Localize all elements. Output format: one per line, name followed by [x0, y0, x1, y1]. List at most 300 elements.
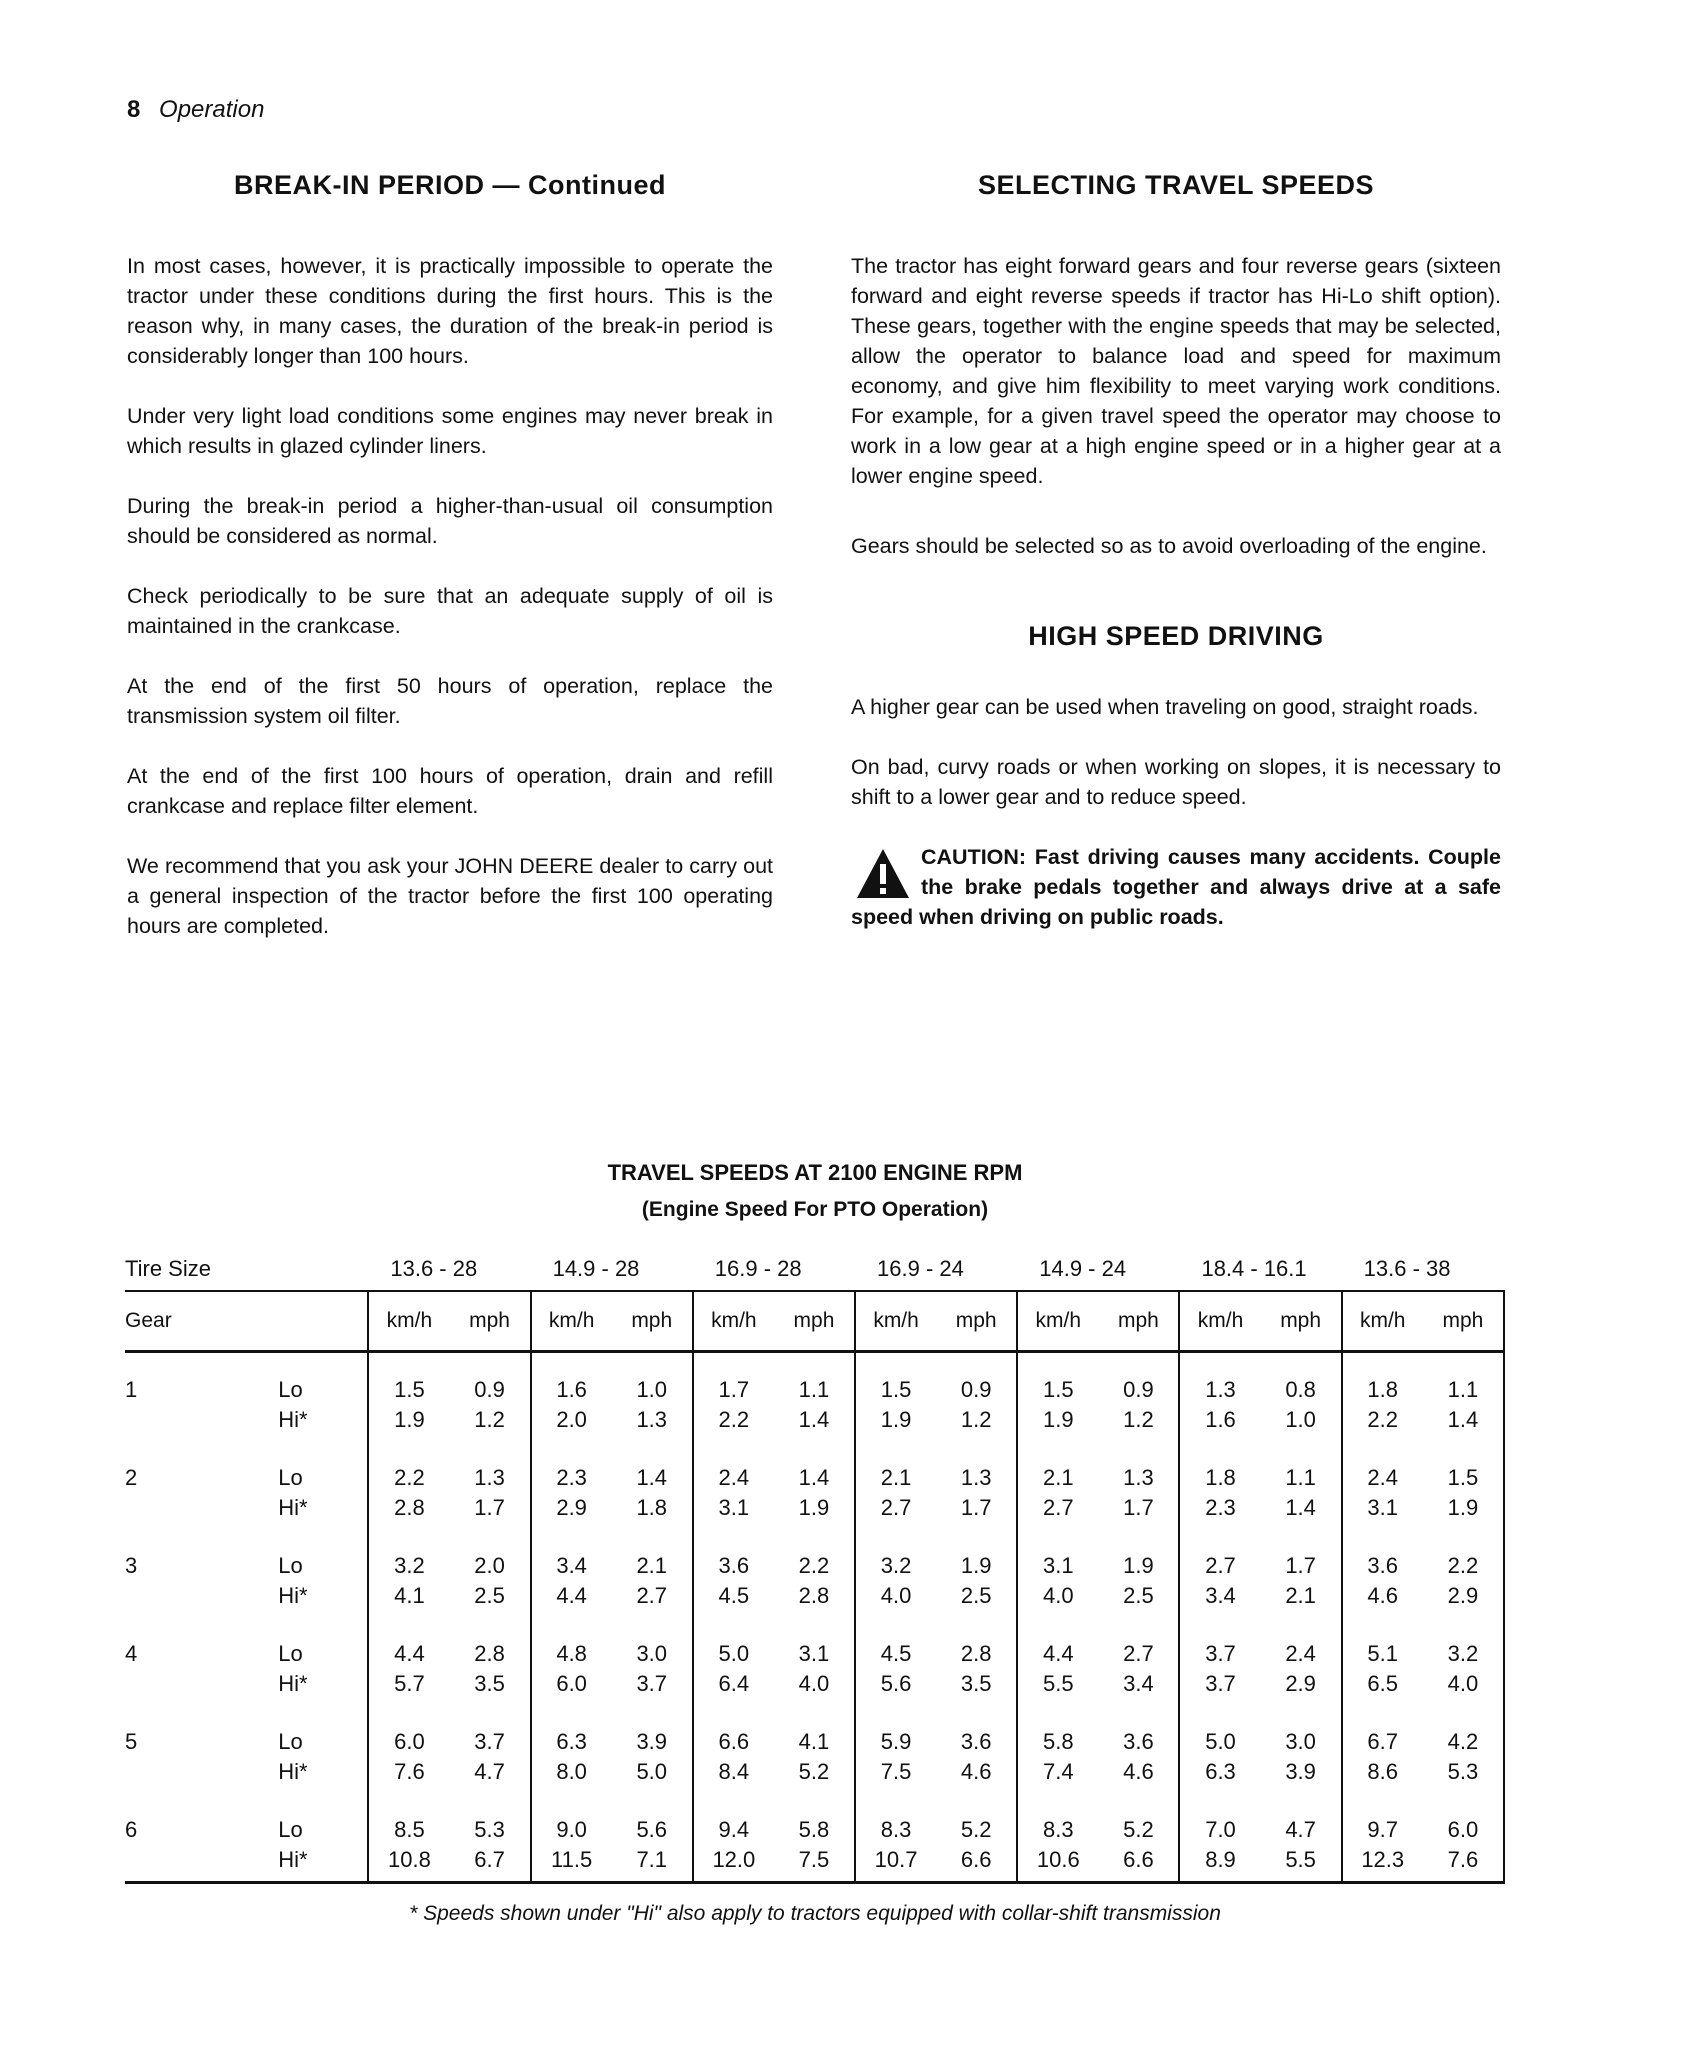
spacer-cell	[1342, 1699, 1423, 1727]
left-column	[127, 170, 773, 971]
speed-mph-cell: 5.2	[1123, 1817, 1154, 1842]
row-spacer	[125, 1435, 1504, 1463]
speed-mph-cell: 1.9	[1123, 1553, 1154, 1578]
tire-size: 18.4 - 16.1	[1201, 1256, 1307, 1281]
speed-kmh-cell: 2.2	[368, 1463, 449, 1493]
speed-kmh-cell: 3.6	[693, 1551, 774, 1581]
spacer-cell	[1423, 1611, 1504, 1639]
gear-range: Hi*	[278, 1759, 308, 1784]
speed-mph-cell: 2.8	[474, 1641, 505, 1666]
spacer-cell	[1017, 1435, 1098, 1463]
speed-kmh-cell: 9.0	[531, 1815, 612, 1845]
tire-size: 13.6 - 28	[390, 1256, 478, 1281]
section-title: Operation	[159, 96, 265, 123]
travel-speed-table	[125, 1248, 1505, 1884]
travel-speed-table-section	[125, 1160, 1505, 1926]
speed-kmh-cell: 2.2	[1342, 1405, 1423, 1435]
speed-mph-cell: 5.6	[636, 1817, 668, 1842]
speed-kmh-cell: 2.1	[1017, 1463, 1098, 1493]
paragraph: A higher gear can be used when traveling on good, straight roads.	[851, 695, 1479, 719]
spacer-cell	[612, 1787, 693, 1815]
spacer-cell	[125, 1699, 216, 1727]
spacer-cell	[693, 1699, 774, 1727]
table-row	[125, 1375, 1504, 1405]
spacer-cell	[936, 1699, 1017, 1727]
spacer-cell	[216, 1699, 368, 1727]
speed-kmh-cell: 4.8	[531, 1639, 612, 1669]
speed-kmh-cell: 9.7	[1342, 1815, 1423, 1845]
spacer-cell	[216, 1611, 368, 1639]
speed-kmh-cell: 7.0	[1179, 1815, 1260, 1845]
spacer-cell	[1017, 1787, 1098, 1815]
speed-mph-cell: 4.0	[798, 1671, 830, 1696]
speed-kmh-cell: 8.5	[368, 1815, 449, 1845]
speed-mph-cell: 1.8	[636, 1495, 668, 1520]
gear-number: 6	[125, 1817, 138, 1842]
spacer-cell	[774, 1787, 855, 1815]
gear-number	[125, 1581, 216, 1611]
speed-kmh-cell: 3.4	[1179, 1581, 1260, 1611]
speed-kmh-cell: 3.6	[1342, 1551, 1423, 1581]
spacer-cell	[1179, 1699, 1260, 1727]
tire-size-row	[125, 1248, 1504, 1291]
spacer-cell	[1423, 1523, 1504, 1551]
speed-mph-cell: 6.7	[449, 1845, 530, 1883]
speed-kmh-cell: 6.6	[693, 1727, 774, 1757]
speed-kmh-cell: 6.4	[693, 1669, 774, 1699]
speed-kmh-cell: 4.4	[531, 1581, 612, 1611]
spacer-cell	[125, 1787, 216, 1815]
speed-mph-cell: 5.3	[1423, 1757, 1504, 1787]
spacer-cell	[216, 1787, 368, 1815]
spacer-cell	[936, 1787, 1017, 1815]
speed-kmh-cell: 2.4	[693, 1463, 774, 1493]
spacer-cell	[1261, 1523, 1342, 1551]
speed-kmh-cell: 3.7	[1179, 1639, 1260, 1669]
unit-kmh: km/h	[1017, 1291, 1098, 1352]
speed-kmh-cell: 5.6	[855, 1669, 936, 1699]
tire-size: 14.9 - 24	[1039, 1256, 1127, 1281]
speed-kmh-cell: 1.5	[368, 1375, 449, 1405]
speed-mph-cell: 4.2	[1423, 1727, 1504, 1757]
speed-kmh-cell: 2.3	[531, 1463, 612, 1493]
spacer-cell	[449, 1611, 530, 1639]
speed-mph-cell: 2.7	[1123, 1641, 1154, 1666]
speed-mph-cell: 1.2	[474, 1407, 505, 1432]
speed-kmh-cell: 1.6	[1179, 1405, 1260, 1435]
speed-mph-cell: 7.6	[1423, 1845, 1504, 1883]
speed-mph-cell: 3.6	[1123, 1729, 1154, 1754]
unit-mph: mph	[1423, 1291, 1504, 1352]
speed-kmh-cell: 2.1	[855, 1463, 936, 1493]
spacer-cell	[368, 1523, 449, 1551]
speed-kmh-cell: 6.3	[1179, 1757, 1260, 1787]
speed-mph-cell: 5.8	[798, 1817, 830, 1842]
table-row	[125, 1551, 1504, 1581]
table-row	[125, 1493, 1504, 1523]
speed-kmh-cell: 5.9	[855, 1727, 936, 1757]
speed-kmh-cell: 8.4	[693, 1757, 774, 1787]
gear-range: Hi*	[278, 1495, 308, 1520]
speed-mph-cell: 4.6	[960, 1759, 992, 1784]
spacer-cell	[449, 1523, 530, 1551]
speed-mph-cell: 5.0	[636, 1759, 668, 1784]
gear-number	[125, 1757, 216, 1787]
speed-kmh-cell: 6.3	[531, 1727, 612, 1757]
gear-number: 3	[125, 1553, 138, 1578]
travel-speeds-heading: SELECTING TRAVEL SPEEDS	[977, 170, 1375, 200]
paragraph: In most cases, however, it is practically impossible to operate the tractor under these conditions during the first hours. This is the reason why, in many cases, the duration of the break-in period is considerably longer than 100 hours.	[127, 254, 773, 368]
footnote: * Speeds shown under "Hi" also apply to tractors equipped with collar-shift transmission	[409, 1902, 1221, 1925]
spacer-cell	[531, 1435, 612, 1463]
gear-number: 4	[125, 1641, 138, 1666]
speed-mph-cell: 2.5	[474, 1583, 505, 1608]
spacer-cell	[774, 1352, 855, 1376]
spacer-cell	[612, 1699, 693, 1727]
speed-mph-cell: 7.1	[612, 1845, 693, 1883]
spacer-cell	[855, 1435, 936, 1463]
spacer-cell	[125, 1435, 216, 1463]
speed-mph-cell: 3.6	[960, 1729, 992, 1754]
speed-kmh-cell: 2.2	[693, 1405, 774, 1435]
speed-mph-cell: 0.9	[960, 1377, 992, 1402]
spacer-cell	[693, 1611, 774, 1639]
speed-kmh-cell: 10.8	[368, 1845, 449, 1883]
right-column	[851, 170, 1501, 932]
speed-mph-cell: 3.1	[798, 1641, 830, 1666]
spacer-cell	[774, 1611, 855, 1639]
speed-kmh-cell: 3.1	[1017, 1551, 1098, 1581]
spacer-cell	[693, 1352, 774, 1376]
table-row	[125, 1757, 1504, 1787]
gear-range: Lo	[278, 1729, 303, 1754]
speed-kmh-cell: 5.1	[1342, 1639, 1423, 1669]
speed-mph-cell: 2.5	[1123, 1583, 1154, 1608]
spacer-cell	[125, 1523, 216, 1551]
spacer-cell	[1342, 1352, 1423, 1376]
speed-mph-cell: 2.1	[1285, 1583, 1316, 1608]
spacer-cell	[1179, 1611, 1260, 1639]
unit-mph: mph	[774, 1291, 855, 1352]
speed-kmh-cell: 6.0	[531, 1669, 612, 1699]
speed-kmh-cell: 7.5	[855, 1757, 936, 1787]
speed-mph-cell: 3.4	[1123, 1671, 1154, 1696]
speed-kmh-cell: 8.6	[1342, 1757, 1423, 1787]
speed-kmh-cell: 1.7	[693, 1375, 774, 1405]
tire-size: 16.9 - 24	[877, 1256, 964, 1281]
table-title: TRAVEL SPEEDS AT 2100 ENGINE RPM	[607, 1160, 1023, 1185]
spacer-cell	[855, 1523, 936, 1551]
unit-kmh: km/h	[531, 1291, 612, 1352]
unit-kmh: km/h	[1342, 1291, 1423, 1352]
speed-kmh-cell: 4.4	[368, 1639, 449, 1669]
gear-number: 5	[125, 1729, 138, 1754]
unit-kmh: km/h	[368, 1291, 449, 1352]
gear-range: Lo	[278, 1553, 303, 1578]
speed-mph-cell: 2.5	[960, 1583, 992, 1608]
row-spacer	[125, 1523, 1504, 1551]
spacer-cell	[531, 1787, 612, 1815]
spacer-cell	[855, 1352, 936, 1376]
speed-mph-cell: 2.0	[474, 1553, 505, 1578]
row-spacer	[125, 1699, 1504, 1727]
speed-mph-cell: 3.9	[636, 1729, 668, 1754]
spacer-cell	[368, 1699, 449, 1727]
speed-kmh-cell: 8.3	[1017, 1815, 1098, 1845]
speed-kmh-cell: 10.6	[1017, 1845, 1098, 1883]
speed-mph-cell: 1.0	[1285, 1407, 1316, 1432]
spacer-cell	[1342, 1787, 1423, 1815]
spacer-cell	[774, 1699, 855, 1727]
gear-range: Lo	[278, 1377, 303, 1402]
speed-kmh-cell: 5.7	[368, 1669, 449, 1699]
speed-kmh-cell: 1.9	[855, 1405, 936, 1435]
speed-mph-cell: 5.3	[474, 1817, 505, 1842]
unit-kmh: km/h	[693, 1291, 774, 1352]
row-spacer	[125, 1611, 1504, 1639]
spacer-cell	[449, 1699, 530, 1727]
speed-mph-cell: 1.1	[798, 1377, 830, 1402]
speed-mph-cell: 3.9	[1285, 1759, 1316, 1784]
paragraph: We recommend that you ask your JOHN DEERE dealer to carry out a general inspection of the tractor before the first 100 operating hours are completed.	[127, 854, 773, 938]
speed-kmh-cell: 6.5	[1342, 1669, 1423, 1699]
spacer-cell	[1179, 1352, 1260, 1376]
page-header	[127, 96, 264, 124]
unit-mph: mph	[612, 1291, 693, 1352]
paragraph: The tractor has eight forward gears and four reverse gears (sixteen forward and eight reverse speeds if tractor has Hi-Lo shift option). These gears, together with the engine speeds that may be selected, allow the operator to balance load and speed for maximum economy, and give him flexibility to meet varying work conditions. For example, for a given travel speed the operator may choose to work in a low gear at a high engine speed or in a higher gear at a lower engine speed.	[851, 254, 1501, 488]
speed-kmh-cell: 7.6	[368, 1757, 449, 1787]
spacer-cell	[1098, 1523, 1179, 1551]
spacer-cell	[1261, 1352, 1342, 1376]
spacer-cell	[774, 1523, 855, 1551]
speed-mph-cell: 0.8	[1285, 1377, 1316, 1402]
table-subtitle: (Engine Speed For PTO Operation)	[641, 1198, 989, 1221]
spacer-cell	[531, 1699, 612, 1727]
speed-kmh-cell: 7.4	[1017, 1757, 1098, 1787]
spacer-cell	[855, 1787, 936, 1815]
speed-kmh-cell: 3.1	[693, 1493, 774, 1523]
speed-mph-cell: 1.4	[798, 1465, 830, 1490]
speed-kmh-cell: 5.8	[1017, 1727, 1098, 1757]
spacer-cell	[936, 1611, 1017, 1639]
speed-mph-cell: 3.0	[1285, 1729, 1316, 1754]
gear-header: Gear	[125, 1291, 368, 1352]
speed-mph-cell: 1.0	[636, 1377, 668, 1402]
paragraph: During the break-in period a higher-than-usual oil consumption should be considered as normal.	[127, 494, 773, 548]
speed-mph-cell: 2.8	[798, 1583, 830, 1608]
paragraph: At the end of the first 50 hours of operation, replace the transmission system oil filter.	[127, 674, 773, 728]
spacer-cell	[855, 1699, 936, 1727]
speed-mph-cell: 2.2	[1423, 1551, 1504, 1581]
spacer-cell	[1423, 1787, 1504, 1815]
speed-kmh-cell: 2.9	[531, 1493, 612, 1523]
gear-number	[125, 1669, 216, 1699]
unit-mph: mph	[449, 1291, 530, 1352]
gear-number: 2	[125, 1465, 138, 1490]
speed-mph-cell: 4.7	[474, 1759, 505, 1784]
speed-kmh-cell: 10.7	[855, 1845, 936, 1883]
caution-text: CAUTION: Fast driving causes many accidents. Couple the brake pedals together and always drive at a safe speed when driving on public roads.	[851, 845, 1501, 929]
speed-table-body	[125, 1352, 1504, 1883]
unit-mph: mph	[1261, 1291, 1342, 1352]
speed-kmh-cell: 4.0	[1017, 1581, 1098, 1611]
spacer-cell	[612, 1523, 693, 1551]
speed-mph-cell: 2.7	[636, 1583, 668, 1608]
spacer-cell	[612, 1352, 693, 1376]
speed-kmh-cell: 2.8	[368, 1493, 449, 1523]
speed-kmh-cell: 4.1	[368, 1581, 449, 1611]
speed-kmh-cell: 4.6	[1342, 1581, 1423, 1611]
speed-mph-cell: 5.5	[1261, 1845, 1342, 1883]
speed-kmh-cell: 3.7	[1179, 1669, 1260, 1699]
spacer-cell	[1423, 1435, 1504, 1463]
spacer-cell	[1098, 1435, 1179, 1463]
speed-kmh-cell: 2.3	[1179, 1493, 1260, 1523]
spacer-cell	[693, 1523, 774, 1551]
speed-mph-cell: 1.3	[636, 1407, 668, 1432]
speed-mph-cell: 2.9	[1423, 1581, 1504, 1611]
speed-mph-cell: 2.2	[798, 1553, 830, 1578]
spacer-cell	[1017, 1699, 1098, 1727]
speed-kmh-cell: 8.3	[855, 1815, 936, 1845]
speed-mph-cell: 1.4	[636, 1465, 668, 1490]
speed-kmh-cell: 6.0	[368, 1727, 449, 1757]
speed-kmh-cell: 12.0	[693, 1845, 774, 1883]
spacer-cell	[449, 1435, 530, 1463]
speed-mph-cell: 1.7	[960, 1495, 992, 1520]
spacer-cell	[1017, 1611, 1098, 1639]
spacer-cell	[1179, 1435, 1260, 1463]
gear-number	[125, 1493, 216, 1523]
paragraph: Under very light load conditions some engines may never break in which results in glazed cylinder liners.	[127, 404, 773, 458]
tire-size: 16.9 - 28	[714, 1256, 802, 1281]
speed-kmh-cell: 1.8	[1342, 1375, 1423, 1405]
caution-notice	[851, 842, 1501, 932]
speed-mph-cell: 1.3	[1123, 1465, 1154, 1490]
speed-mph-cell: 1.1	[1285, 1465, 1316, 1490]
gear-range: Lo	[278, 1641, 303, 1666]
speed-mph-cell: 1.7	[474, 1495, 505, 1520]
paragraph: Check periodically to be sure that an adequate supply of oil is maintained in the crankcase.	[127, 584, 773, 638]
spacer-cell	[216, 1435, 368, 1463]
speed-mph-cell: 7.5	[774, 1845, 855, 1883]
speed-mph-cell: 1.2	[960, 1407, 992, 1432]
spacer-cell	[1342, 1435, 1423, 1463]
spacer-cell	[216, 1523, 368, 1551]
speed-kmh-cell: 3.2	[368, 1551, 449, 1581]
spacer-cell	[125, 1352, 216, 1376]
tire-size: 13.6 - 38	[1363, 1256, 1451, 1281]
speed-kmh-cell: 5.5	[1017, 1669, 1098, 1699]
speed-mph-cell: 3.2	[1423, 1639, 1504, 1669]
spacer-cell	[1423, 1699, 1504, 1727]
table-row	[125, 1581, 1504, 1611]
speed-kmh-cell: 2.0	[531, 1405, 612, 1435]
speed-mph-cell: 1.5	[1423, 1463, 1504, 1493]
speed-mph-cell: 2.1	[636, 1553, 668, 1578]
speed-kmh-cell: 6.7	[1342, 1727, 1423, 1757]
speed-mph-cell: 6.6	[936, 1845, 1017, 1883]
table-row	[125, 1845, 1504, 1883]
speed-kmh-cell: 8.9	[1179, 1845, 1260, 1883]
unit-kmh: km/h	[1179, 1291, 1260, 1352]
speed-kmh-cell: 4.4	[1017, 1639, 1098, 1669]
spacer-cell	[1261, 1435, 1342, 1463]
table-row	[125, 1463, 1504, 1493]
speed-kmh-cell: 12.3	[1342, 1845, 1423, 1883]
speed-kmh-cell: 2.4	[1342, 1463, 1423, 1493]
spacer-cell	[368, 1352, 449, 1376]
speed-mph-cell: 4.1	[798, 1729, 830, 1754]
spacer-cell	[1423, 1352, 1504, 1376]
speed-mph-cell: 2.4	[1285, 1641, 1316, 1666]
spacer-cell	[1017, 1352, 1098, 1376]
speed-mph-cell: 3.5	[960, 1671, 992, 1696]
speed-mph-cell: 1.4	[1285, 1495, 1316, 1520]
speed-kmh-cell: 2.7	[855, 1493, 936, 1523]
spacer-cell	[936, 1352, 1017, 1376]
spacer-cell	[612, 1611, 693, 1639]
speed-kmh-cell: 5.0	[1179, 1727, 1260, 1757]
speed-kmh-cell: 1.5	[1017, 1375, 1098, 1405]
spacer-cell	[531, 1611, 612, 1639]
gear-number: 1	[125, 1377, 138, 1402]
speed-kmh-cell: 11.5	[531, 1845, 612, 1883]
tire-size: 14.9 - 28	[552, 1256, 640, 1281]
speed-kmh-cell: 3.2	[855, 1551, 936, 1581]
row-spacer	[125, 1352, 1504, 1376]
spacer-cell	[1342, 1523, 1423, 1551]
gear-number	[125, 1845, 216, 1883]
spacer-cell	[774, 1435, 855, 1463]
speed-mph-cell: 2.8	[960, 1641, 992, 1666]
speed-mph-cell: 1.9	[960, 1553, 992, 1578]
speed-kmh-cell: 5.0	[693, 1639, 774, 1669]
speed-kmh-cell: 1.6	[531, 1375, 612, 1405]
speed-mph-cell: 1.7	[1285, 1553, 1316, 1578]
speed-mph-cell: 1.9	[798, 1495, 830, 1520]
gear-range: Hi*	[278, 1407, 308, 1432]
gear-range: Lo	[278, 1465, 303, 1490]
spacer-cell	[368, 1611, 449, 1639]
speed-mph-cell: 5.2	[798, 1759, 830, 1784]
speed-mph-cell: 1.4	[798, 1407, 830, 1432]
gear-range: Hi*	[278, 1671, 308, 1696]
spacer-cell	[1098, 1611, 1179, 1639]
spacer-cell	[1179, 1787, 1260, 1815]
tire-size-label: Tire Size	[125, 1256, 211, 1281]
spacer-cell	[855, 1611, 936, 1639]
speed-mph-cell: 1.3	[960, 1465, 992, 1490]
speed-mph-cell: 1.2	[1123, 1407, 1154, 1432]
speed-mph-cell: 5.2	[960, 1817, 992, 1842]
table-row	[125, 1639, 1504, 1669]
spacer-cell	[531, 1352, 612, 1376]
table-row	[125, 1669, 1504, 1699]
row-spacer	[125, 1787, 1504, 1815]
spacer-cell	[449, 1352, 530, 1376]
speed-mph-cell: 3.7	[636, 1671, 668, 1696]
spacer-cell	[1098, 1787, 1179, 1815]
speed-mph-cell: 0.9	[1123, 1377, 1154, 1402]
speed-kmh-cell: 9.4	[693, 1815, 774, 1845]
spacer-cell	[216, 1352, 368, 1376]
speed-mph-cell: 4.0	[1423, 1669, 1504, 1699]
speed-kmh-cell: 2.7	[1179, 1551, 1260, 1581]
gear-range: Lo	[278, 1817, 303, 1842]
table-row	[125, 1405, 1504, 1435]
speed-kmh-cell: 1.9	[1017, 1405, 1098, 1435]
